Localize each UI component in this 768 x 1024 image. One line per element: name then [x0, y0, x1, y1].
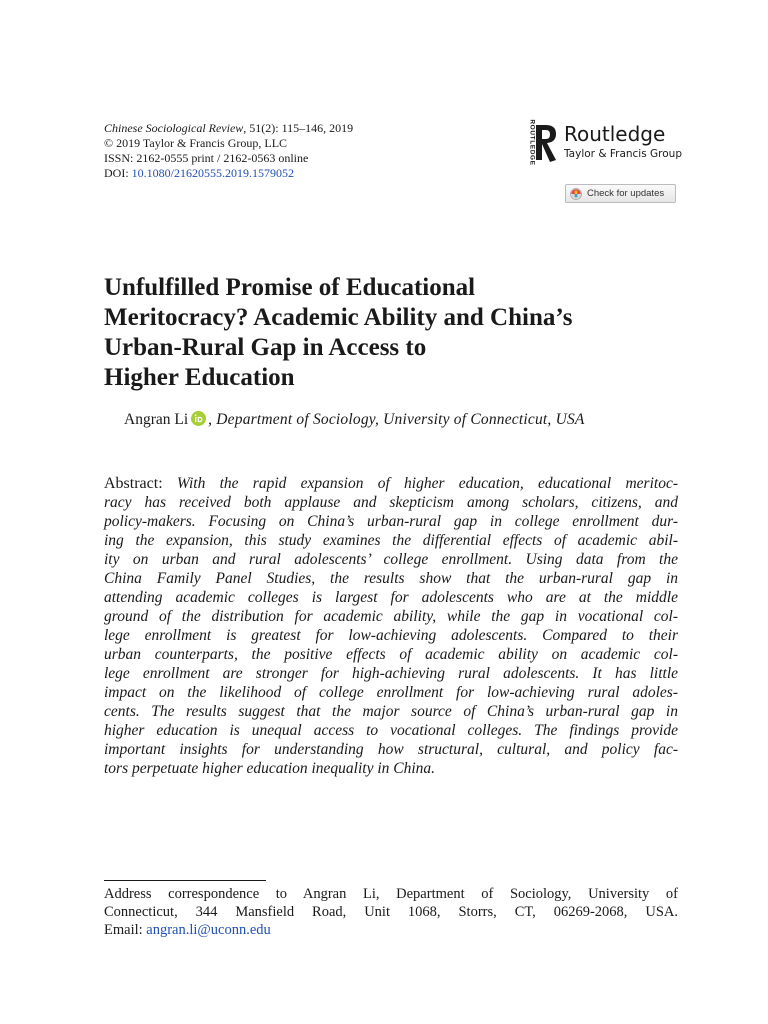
check-for-updates-button[interactable]: [565, 184, 676, 203]
citation-details: , 51(2): 115–146, 2019: [243, 121, 354, 135]
crossmark-icon: [570, 188, 582, 200]
correspondence-footnote: [104, 885, 678, 939]
title-line: Higher Education: [104, 364, 295, 391]
abstract-line: cents. The results suggest that the major source of China’s urban-rural gap in: [104, 703, 678, 720]
abstract-line: ground of the distribution for academic ability, while the gap in vocational col-: [104, 608, 678, 625]
abstract-line: lege enrollment are stronger for high-achieving rural adolescents. It has little: [104, 665, 678, 682]
abstract-line: impact on the likelihood of college enrollment for low-achieving rural adoles-: [104, 684, 678, 701]
article-title: [104, 273, 684, 393]
abstract-line: attending academic colleges is largest for adolescents who are at the middle: [104, 589, 678, 606]
abstract-line: policy-makers. Focusing on China’s urban-rural gap in college enrollment dur-: [104, 513, 678, 530]
publisher-vertical-wordmark: ROUTLEDGE: [528, 119, 536, 166]
abstract-label: Abstract:: [104, 475, 163, 492]
journal-meta: [104, 121, 434, 181]
title-line: Urban-Rural Gap in Access to: [104, 334, 427, 361]
issn-line: ISSN: 2162-0555 print / 2162-0563 online: [104, 151, 309, 165]
title-line: Unfulfilled Promise of Educational: [104, 274, 476, 301]
publisher-logo[interactable]: [524, 119, 684, 166]
abstract-line: urban counterparts, the positive effects of academic ability on academic col-: [104, 646, 678, 663]
abstract-line: racy has received both applause and skepticism among scholars, citizens, and: [104, 494, 678, 511]
abstract: [104, 474, 678, 778]
email-label: Email:: [104, 922, 147, 938]
abstract-line: higher education is unequal access to vocational colleges. The findings provide: [104, 722, 678, 739]
doi-link[interactable]: 10.1080/21620555.2019.1579052: [131, 166, 295, 180]
doi-line: [104, 166, 434, 181]
abstract-line: tors perpetuate higher education inequality in China.: [104, 760, 436, 777]
publisher-sub-brand: Taylor & Francis Group: [564, 148, 682, 160]
footnote-rule: [104, 880, 266, 881]
publisher-brand: Routledge: [564, 122, 666, 146]
abstract-line: lege enrollment is greatest for low-achieving adolescents. Compared to their: [104, 627, 678, 644]
abstract-text: With the rapid expansion of higher education, educational meritoc-: [162, 475, 678, 492]
abstract-line: [104, 474, 678, 493]
correspondence-line: Address correspondence to Angran Li, Department of Sociology, University of: [104, 886, 678, 902]
author-line: [124, 410, 684, 430]
author-name: Angran Li: [124, 411, 189, 428]
abstract-line: China Family Panel Studies, the results show that the urban-rural gap in: [104, 570, 678, 587]
orcid-icon[interactable]: [191, 411, 206, 426]
author-affiliation: , Department of Sociology, University of Connecticut, USA: [208, 411, 585, 428]
check-for-updates-label: Check for updates: [587, 188, 665, 199]
journal-name: Chinese Sociological Review: [104, 121, 244, 135]
routledge-r-icon: [534, 122, 558, 164]
correspondence-line: Connecticut, 344 Mansfield Road, Unit 1068, Storrs, CT, 06269-2068, USA.: [104, 904, 678, 920]
abstract-line: ing the expansion, this study examines the differential effects of academic abil-: [104, 532, 678, 549]
email-line: [104, 921, 678, 939]
email-link[interactable]: angran.li@uconn.edu: [146, 922, 271, 938]
citation-line: [104, 121, 434, 136]
copyright-line: © 2019 Taylor & Francis Group, LLC: [104, 136, 288, 150]
abstract-line: important insights for understanding how structural, cultural, and policy fac-: [104, 741, 678, 758]
abstract-line: ity on urban and rural adolescents’ college enrollment. Using data from the: [104, 551, 678, 568]
title-line: Meritocracy? Academic Ability and China’s: [104, 304, 573, 331]
doi-label: DOI:: [104, 166, 132, 180]
